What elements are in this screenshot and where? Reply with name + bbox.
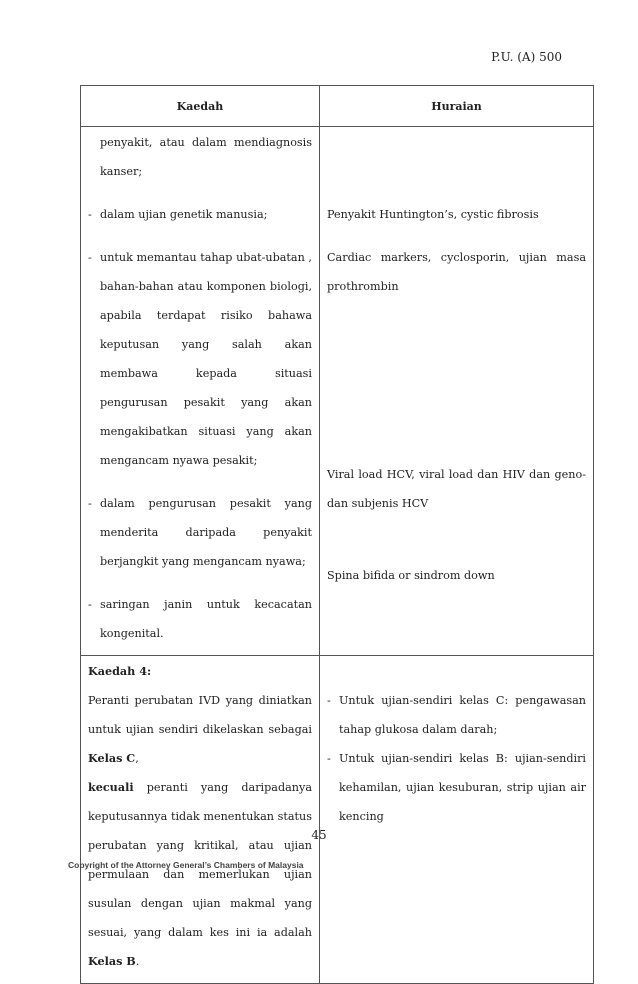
rule4-title: Kaedah 4: xyxy=(88,664,152,678)
header-kaedah: Kaedah xyxy=(81,86,320,127)
list-item: - saringan janin untuk kecacatan kongenital. xyxy=(88,598,312,640)
classification-table xyxy=(80,85,594,984)
rule4-examples-cell xyxy=(320,656,594,984)
list-item: - dalam ujian genetik manusia; xyxy=(88,208,268,221)
list-item: - Untuk ujian-sendiri kelas B: ujian-sendiri kehamilan, ujian kesuburan, strip ujian air kencing xyxy=(327,752,586,823)
header-huraian: Huraian xyxy=(320,86,594,127)
continuation-text: penyakit, atau dalam mendiagnosis kanser; xyxy=(100,136,312,178)
kaedah-cell xyxy=(81,127,320,656)
table-row xyxy=(81,656,594,984)
rule4-exception: kecuali peranti yang daripadanya keputusannya tidak menentukan status perubatan yang kritikal, atau ujian permulaan dan memerlukan ujian susulan dengan ujian makmal yang sesuai, yang dalam kes ini ia adalah Kelas B. xyxy=(88,780,312,968)
page-number: 45 xyxy=(311,828,327,842)
list-item: - Untuk ujian-sendiri kelas C: pengawasan tahap glukosa dalam darah; xyxy=(327,694,586,736)
copyright-footer: Copyright of the Attorney General’s Chambers of Malaysia xyxy=(68,860,304,870)
table-row xyxy=(81,127,594,656)
class-c-label: Kelas C xyxy=(88,751,136,765)
list-item: - dalam pengurusan pesakit yang menderita daripada penyakit berjangkit yang mengancam nyawa; xyxy=(88,497,312,568)
table-header-row xyxy=(81,86,594,127)
huraian-text: Cardiac markers, cyclosporin, ujian masa prothrombin xyxy=(327,251,586,293)
huraian-cell xyxy=(320,127,594,656)
rule4-text: Peranti perubatan IVD yang diniatkan untuk ujian sendiri dikelaskan sebagai Kelas C, xyxy=(88,694,312,765)
huraian-text: Spina bifida or sindrom down xyxy=(327,569,495,582)
list-item: - untuk memantau tahap ubat-ubatan , bahan-bahan atau komponen biologi, apabila terdapat risiko bahawa keputusan yang salah akan membawa kepada situasi pengurusan pesakit yang akan mengakibatkan situasi yang akan mengancam nyawa pesakit; xyxy=(88,251,312,467)
huraian-text: Penyakit Huntington’s, cystic fibrosis xyxy=(327,208,539,221)
document-reference: P.U. (A) 500 xyxy=(491,50,562,64)
rule4-cell xyxy=(81,656,320,984)
class-b-label: Kelas B xyxy=(88,954,136,968)
huraian-text: Viral load HCV, viral load dan HIV dan geno- dan subjenis HCV xyxy=(327,468,586,510)
